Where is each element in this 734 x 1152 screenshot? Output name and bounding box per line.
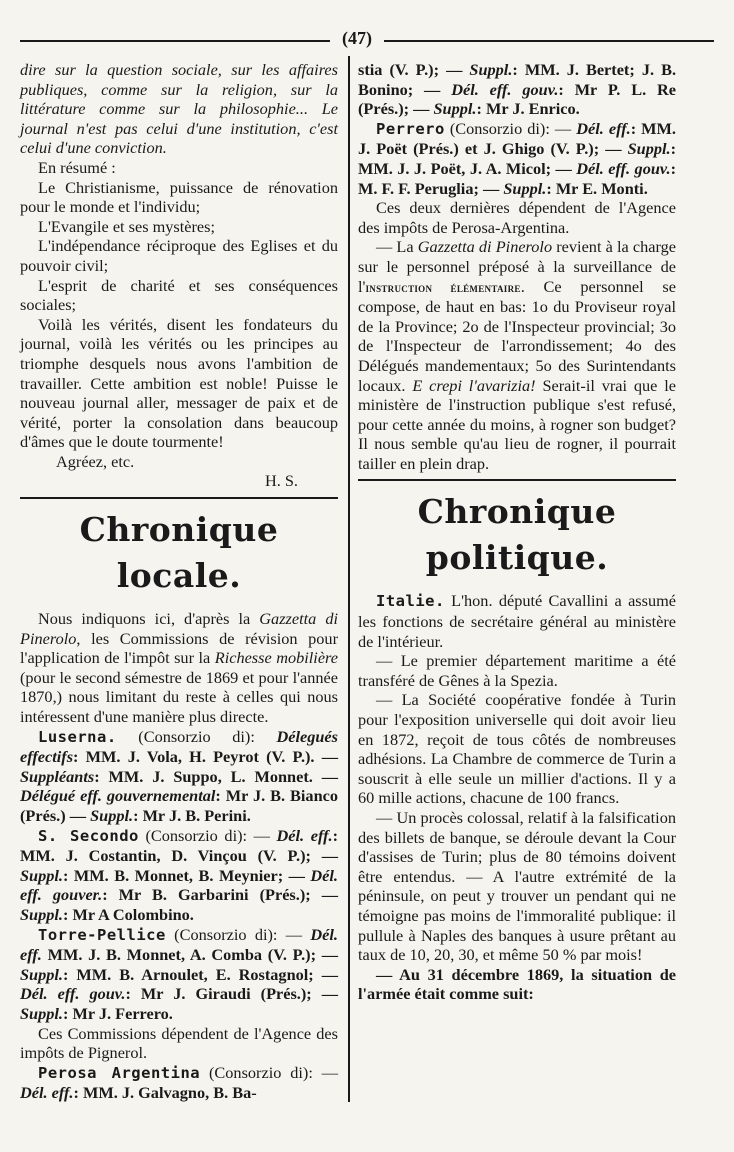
role-label: Dél. eff. xyxy=(276,825,333,845)
place-perosa-argentina: Perosa Argentina xyxy=(38,1063,201,1082)
role-label: Suppl. xyxy=(20,964,63,984)
role-label: Suppl. xyxy=(503,178,547,198)
role-label: Dél. eff. xyxy=(20,924,338,965)
role-names: MM. J. B. Monnet, A. Comba (V. P.); — xyxy=(41,945,338,965)
commission-perrero xyxy=(358,119,676,198)
header-rule-right xyxy=(384,40,714,42)
role-label: Dél. eff. xyxy=(20,1083,74,1103)
place-perrero: Perrero xyxy=(376,119,445,138)
role-names: : MM. J. Galvagno, B. Ba- xyxy=(73,1083,257,1103)
role-label: Dél. eff. gouv. xyxy=(576,158,671,178)
place-torre-pellice: Torre-Pellice xyxy=(38,925,166,944)
instruction-article xyxy=(358,237,676,473)
role-names: : MM. J. Suppo, L. Monnet. — xyxy=(94,766,338,786)
letter-signature: H. S. xyxy=(264,471,298,491)
role-names: : Mr J. B. Perini. xyxy=(133,806,251,825)
section-rule xyxy=(358,479,676,481)
article-source: Gazzetta di Pinerolo xyxy=(417,237,553,257)
commission-perosa-continued xyxy=(358,60,676,119)
letter-conclusion: Voilà les vérités, disent les fondateurs du journal, voilà les vérités ou les principes au triomphe desquels nous avons l'ambition de travailler. Cette ambition est noble! Puisse le nouveau journal aller, messager de paix et de vérité, porter la consolation dans beaucoup d'âmes que le doute tourmente! xyxy=(20,314,338,452)
article-text: . Ce personnel se compose, de haut en bas: 1o du Proviseur royal de la Province; 2o de l'Inspecteur provincial; 3o de l'Inspecteur de l'arrondissement; 4o des Délégués mandementaux; 5o des Surintendants locaux. xyxy=(358,276,676,395)
role-label: Suppléants xyxy=(20,766,95,786)
commission-perosa-argentina xyxy=(20,1063,338,1103)
italie-paragraph xyxy=(358,591,676,651)
role-label: Dél. eff. gouv. xyxy=(20,984,126,1004)
principle-2: L'Evangile et ses mystères; xyxy=(38,216,216,236)
article-quote: E crepi l'avarizia! xyxy=(412,375,536,395)
consorzio-label: (Consorzio di): — xyxy=(444,118,577,138)
agence-pignerol: Ces Commissions dépendent de l'Agence des impôts de Pignerol. xyxy=(20,1023,338,1063)
place-luserna: Luserna. xyxy=(38,727,117,746)
role-names: : MM. B. Monnet, B. Meynier; — xyxy=(63,865,311,885)
agence-perosa: Ces deux dernières dépendent de l'Agence des impôts de Perosa-Argentina. xyxy=(358,198,676,237)
role-label: Délégué eff. gouvernemental xyxy=(20,786,216,806)
role-names: : Mr B. Garbarini (Prés.); — xyxy=(102,885,338,905)
consorzio-label: (Consorzio di): — xyxy=(200,1062,339,1082)
role-names: : M. F. F. Peruglia; — xyxy=(358,158,677,198)
principle-3: L'indépendance réciproque des Eglises et du pouvoir civil; xyxy=(20,236,338,275)
letter-continuation: dire sur la question sociale, sur les affaires publiques, comme sur la religion, sur la littérature comme sur la philosophie... Le journal n'est pas celui d'une institution, c'est celui d'une conviction. xyxy=(20,60,338,158)
resume-label: En résumé : xyxy=(38,157,116,177)
locale-intro xyxy=(20,609,338,727)
role-names: : Mr J. Giraudi (Prés.); — xyxy=(125,984,339,1004)
role-label: Dél. eff. gouv. xyxy=(451,79,559,99)
role-label: Suppl. xyxy=(20,1003,63,1023)
principle-4: L'esprit de charité et ses conséquences sociales; xyxy=(20,275,338,315)
role-names: stia (V. P.); — xyxy=(358,60,470,79)
role-label: Suppl. xyxy=(627,139,671,159)
role-label: Dél. eff. xyxy=(576,118,631,138)
lead-tax: Richesse mobilière xyxy=(214,648,339,668)
role-names: : MM. B. Arnoulet, E. Rostagnol; — xyxy=(63,964,338,984)
role-label: Délegués effectifs xyxy=(20,726,338,767)
role-names: : MM. J. J. Poët, J. A. Micol; — xyxy=(358,139,676,178)
page-header xyxy=(20,28,714,52)
role-label: Suppl. xyxy=(90,806,134,825)
role-label: Dél. eff. gouver. xyxy=(20,865,338,905)
role-names: : Mr J. B. Bianco (Prés.) — xyxy=(20,786,338,825)
left-column xyxy=(20,60,338,1103)
consorzio-label: (Consorzio di): — xyxy=(165,924,311,944)
commission-torre-pellice xyxy=(20,925,338,1024)
role-names: : MM. J. Costantin, D. Vinçou (V. P.); — xyxy=(20,825,338,866)
role-names: : Mr J. Ferrero. xyxy=(63,1003,173,1023)
article-emphasis: instruction élémentaire xyxy=(365,279,521,295)
proces-paragraph: — Un procès colossal, relatif à la falsification des billets de banque, se déroule devant la Cour d'assises de Turin; plus de 80 témoins doivent être entendus. — A l'autre extrémité de la péninsule, on peut y trouver un pendant qui ne témoigne pas moins de l'immoralité publique: il pullule à Naples des banques à usure prêtant au taux de 10, 20, 30, et même 50 % par mois! xyxy=(358,808,676,965)
article-text: revient à la charge sur le personnel préposé à la surveillance de l' xyxy=(358,237,676,296)
role-names: : MM. J. Vola, H. Peyrot (V. P.). — xyxy=(73,747,338,767)
page-number: (47) xyxy=(342,28,372,48)
cooperative-paragraph: — La Société coopérative fondée à Turin pour l'exposition universelle qui doit avoir lieu en 1872, reçoit de tous côtés de nombreuses adhésions. La Chambre de commerce de Turin a souscrit à elle seule un millier d'actions. Il y a 60 mille actions, chacune de 100 francs. xyxy=(358,690,676,808)
commission-luserna xyxy=(20,727,338,826)
article-text: — La xyxy=(376,237,418,257)
role-label: Suppl. xyxy=(20,865,63,885)
role-label: Suppl. xyxy=(20,904,63,924)
lead-source: Gazzetta di Pinerolo xyxy=(20,609,338,648)
section-title-politique: Chronique politique. xyxy=(417,492,617,578)
maritime-paragraph: — Le premier département maritime a été transféré de Gênes à la Spezia. xyxy=(358,651,676,690)
article-text: L'hon. député Cavallini a assumé les fonctions de secrétaire général au ministère de l'intérieur. xyxy=(358,591,676,651)
letter-closing: Agréez, etc. xyxy=(56,451,135,471)
role-names: : Mr E. Monti. xyxy=(546,178,648,198)
lead-text-3: (pour le second sémestre de 1869 et pour l'année 1870,) nous limitant du reste à celles qui nous intéressent d'une manière plus directe. xyxy=(20,667,338,727)
lead-text-1: Nous indiquons ici, d'après la xyxy=(38,609,260,629)
role-names: : Mr A Colombino. xyxy=(63,904,194,924)
role-names: : MM. J. Bertet; J. B. Bonino; — xyxy=(358,60,677,99)
role-names: : MM. J. Poët (Prés.) et J. Ghigo (V. P.); — xyxy=(358,118,676,159)
role-label: Suppl. xyxy=(433,99,477,119)
consorzio-label: (Consorzio di): xyxy=(116,726,277,746)
lead-text-2: , les Commissions de révision pour l'application de l'impôt sur la xyxy=(20,628,338,668)
armee-paragraph: — Au 31 décembre 1869, la situation de l'armée était comme suit: xyxy=(358,964,676,1004)
section-title-locale: Chronique locale. xyxy=(79,510,279,596)
principle-1: Le Christianisme, puissance de rénovation pour le monde et l'individu; xyxy=(20,177,338,217)
article-text: Serait-il vrai que le ministère de l'instruction publique s'est refusé, pour cette année du moins, à rogner son budget? Il nous semble qu'au lieu de rogner, il pourrait tailler en plein drap. xyxy=(358,375,677,473)
right-column xyxy=(358,60,676,1004)
role-names: : Mr J. Enrico. xyxy=(476,99,580,119)
place-italie: Italie. xyxy=(376,592,445,611)
commission-san-secondo xyxy=(20,826,338,925)
column-divider xyxy=(348,56,350,1102)
place-san-secondo: S. Secondo xyxy=(38,826,139,845)
role-names: : Mr P. L. Re (Prés.); — xyxy=(358,79,677,119)
header-rule-left xyxy=(20,40,330,42)
section-rule xyxy=(20,497,338,499)
role-label: Suppl. xyxy=(469,60,513,79)
consorzio-label: (Consorzio di): — xyxy=(138,825,277,845)
